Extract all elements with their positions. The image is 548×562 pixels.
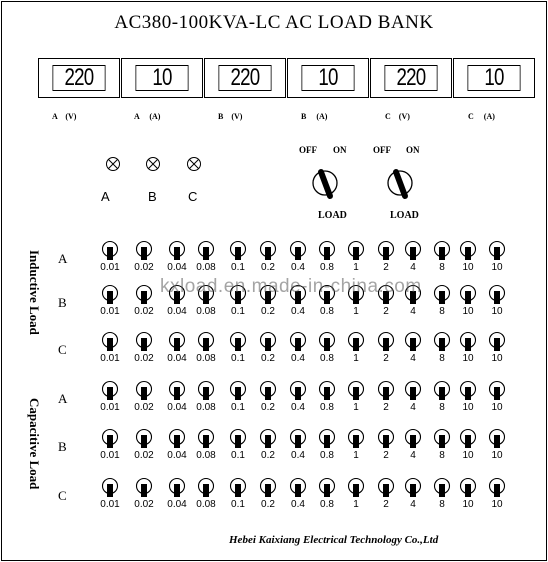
- toggle-value-label: 0.02: [134, 306, 154, 317]
- toggle-value-label: 1: [353, 353, 359, 364]
- toggle-switch[interactable]: [135, 380, 153, 402]
- toggle-value-label: 10: [462, 499, 474, 510]
- toggle-value-label: 0.4: [291, 306, 305, 317]
- toggle-switch[interactable]: [259, 428, 277, 450]
- toggle-switch[interactable]: [488, 477, 506, 499]
- toggle-value-label: 0.1: [231, 306, 245, 317]
- toggle-value-label: 0.08: [196, 499, 216, 510]
- toggle-switch[interactable]: [488, 240, 506, 262]
- switch-on-label: ON: [406, 145, 420, 155]
- toggle-value-label: 0.02: [134, 353, 154, 364]
- meter-c-voltage: [370, 58, 452, 98]
- toggle-value-label: 0.8: [320, 262, 334, 273]
- toggle-switch[interactable]: [433, 477, 451, 499]
- toggle-value-label: 0.08: [196, 353, 216, 364]
- toggle-switch[interactable]: [347, 477, 365, 499]
- meter-value: 10: [135, 65, 188, 91]
- toggle-value-label: 0.2: [261, 450, 275, 461]
- toggle-value-label: 2: [383, 499, 389, 510]
- toggle-value-label: 10: [462, 450, 474, 461]
- toggle-value-label: 0.1: [231, 450, 245, 461]
- load-switch-label: LOAD: [318, 210, 347, 221]
- toggle-value-label: 10: [491, 402, 503, 413]
- toggle-switch[interactable]: [135, 240, 153, 262]
- toggle-switch[interactable]: [168, 428, 186, 450]
- toggle-switch[interactable]: [197, 240, 215, 262]
- toggle-switch[interactable]: [135, 428, 153, 450]
- meter-value: 220: [218, 65, 271, 91]
- toggle-value-label: 0.02: [134, 262, 154, 273]
- toggle-switch[interactable]: [135, 284, 153, 306]
- indicator-lamp-b-icon: [145, 156, 161, 172]
- toggle-value-label: 10: [462, 262, 474, 273]
- toggle-switch[interactable]: [259, 240, 277, 262]
- meter-c-current: [453, 58, 535, 98]
- toggle-switch[interactable]: [229, 380, 247, 402]
- switch-off-label: OFF: [299, 145, 317, 155]
- toggle-value-label: 0.04: [167, 450, 187, 461]
- meter-label: A (A): [134, 112, 161, 121]
- phase-row-label: A: [58, 251, 68, 266]
- toggle-switch[interactable]: [229, 428, 247, 450]
- toggle-value-label: 0.02: [134, 450, 154, 461]
- toggle-value-label: 0.08: [196, 262, 216, 273]
- phase-row-label: A: [58, 391, 68, 406]
- toggle-switch[interactable]: [168, 331, 186, 353]
- toggle-switch[interactable]: [197, 477, 215, 499]
- toggle-value-label: 8: [439, 262, 445, 273]
- toggle-value-label: 0.01: [100, 402, 120, 413]
- toggle-value-label: 10: [491, 353, 503, 364]
- phase-row-label: C: [58, 488, 67, 503]
- toggle-switch[interactable]: [377, 240, 395, 262]
- toggle-switch[interactable]: [459, 240, 477, 262]
- toggle-value-label: 8: [439, 450, 445, 461]
- toggle-value-label: 1: [353, 499, 359, 510]
- toggle-switch[interactable]: [488, 284, 506, 306]
- toggle-switch[interactable]: [347, 331, 365, 353]
- toggle-switch[interactable]: [488, 380, 506, 402]
- toggle-switch[interactable]: [459, 477, 477, 499]
- toggle-value-label: 1: [353, 450, 359, 461]
- toggle-value-label: 0.01: [100, 262, 120, 273]
- toggle-switch[interactable]: [289, 331, 307, 353]
- toggle-value-label: 4: [410, 262, 416, 273]
- toggle-switch[interactable]: [377, 477, 395, 499]
- toggle-value-label: 0.1: [231, 353, 245, 364]
- toggle-switch[interactable]: [347, 240, 365, 262]
- toggle-value-label: 8: [439, 306, 445, 317]
- toggle-value-label: 0.01: [100, 499, 120, 510]
- toggle-value-label: 0.1: [231, 262, 245, 273]
- load-switch-1[interactable]: [311, 166, 339, 200]
- toggle-value-label: 0.2: [261, 353, 275, 364]
- toggle-switch[interactable]: [433, 331, 451, 353]
- toggle-switch[interactable]: [101, 331, 119, 353]
- toggle-value-label: 10: [491, 450, 503, 461]
- phase-row-label: C: [58, 342, 67, 357]
- toggle-switch[interactable]: [377, 331, 395, 353]
- toggle-value-label: 8: [439, 402, 445, 413]
- toggle-value-label: 4: [410, 450, 416, 461]
- toggle-value-label: 0.04: [167, 402, 187, 413]
- capacitive-load-label: Capacitive Load: [27, 398, 42, 490]
- toggle-switch[interactable]: [101, 380, 119, 402]
- meter-a-current: [121, 58, 203, 98]
- toggle-value-label: 2: [383, 262, 389, 273]
- toggle-switch[interactable]: [101, 477, 119, 499]
- toggle-value-label: 0.02: [134, 402, 154, 413]
- toggle-switch[interactable]: [259, 477, 277, 499]
- indicator-lamp-a-icon: [105, 156, 121, 172]
- toggle-switch[interactable]: [289, 477, 307, 499]
- toggle-switch[interactable]: [404, 477, 422, 499]
- meter-label: C (V): [385, 112, 410, 121]
- toggle-value-label: 4: [410, 499, 416, 510]
- toggle-value-label: 2: [383, 450, 389, 461]
- toggle-value-label: 0.8: [320, 306, 334, 317]
- toggle-switch[interactable]: [347, 380, 365, 402]
- load-switch-label: LOAD: [390, 210, 419, 221]
- toggle-value-label: 0.4: [291, 450, 305, 461]
- toggle-value-label: 0.1: [231, 499, 245, 510]
- meter-label: C (A): [468, 112, 495, 121]
- toggle-value-label: 0.04: [167, 262, 187, 273]
- lamp-label: A: [101, 189, 110, 204]
- toggle-value-label: 0.04: [167, 499, 187, 510]
- toggle-switch[interactable]: [101, 240, 119, 262]
- load-switch-2[interactable]: [386, 166, 414, 200]
- meter-b-current: [287, 58, 369, 98]
- toggle-switch[interactable]: [488, 331, 506, 353]
- toggle-switch[interactable]: [433, 240, 451, 262]
- toggle-value-label: 0.01: [100, 450, 120, 461]
- toggle-switch[interactable]: [459, 284, 477, 306]
- toggle-switch[interactable]: [433, 428, 451, 450]
- toggle-value-label: 10: [491, 262, 503, 273]
- toggle-switch[interactable]: [433, 380, 451, 402]
- toggle-value-label: 0.2: [261, 262, 275, 273]
- toggle-switch[interactable]: [168, 240, 186, 262]
- toggle-value-label: 0.01: [100, 306, 120, 317]
- toggle-switch[interactable]: [347, 428, 365, 450]
- toggle-value-label: 0.2: [261, 499, 275, 510]
- toggle-switch[interactable]: [404, 428, 422, 450]
- phase-row-label: B: [58, 295, 67, 310]
- toggle-switch[interactable]: [289, 240, 307, 262]
- toggle-value-label: 10: [462, 402, 474, 413]
- toggle-switch[interactable]: [289, 428, 307, 450]
- toggle-value-label: 8: [439, 353, 445, 364]
- meter-label: B (A): [301, 112, 328, 121]
- toggle-switch[interactable]: [229, 331, 247, 353]
- toggle-value-label: 0.08: [196, 402, 216, 413]
- meter-value: 10: [467, 65, 520, 91]
- toggle-value-label: 0.8: [320, 499, 334, 510]
- meter-value: 220: [52, 65, 105, 91]
- toggle-value-label: 1: [353, 306, 359, 317]
- toggle-value-label: 4: [410, 402, 416, 413]
- toggle-value-label: 2: [383, 402, 389, 413]
- toggle-value-label: 0.2: [261, 402, 275, 413]
- toggle-value-label: 0.8: [320, 353, 334, 364]
- switch-on-label: ON: [333, 145, 347, 155]
- meter-value: 10: [301, 65, 354, 91]
- toggle-switch[interactable]: [377, 380, 395, 402]
- toggle-value-label: 10: [462, 353, 474, 364]
- toggle-switch[interactable]: [135, 331, 153, 353]
- toggle-value-label: 0.4: [291, 499, 305, 510]
- watermark: kxload.en.made-in-china.com: [160, 276, 422, 297]
- toggle-switch[interactable]: [318, 477, 336, 499]
- toggle-value-label: 0.4: [291, 402, 305, 413]
- lamp-label: C: [188, 189, 198, 204]
- toggle-switch[interactable]: [229, 240, 247, 262]
- toggle-value-label: 0.2: [261, 306, 275, 317]
- toggle-value-label: 10: [491, 499, 503, 510]
- toggle-switch[interactable]: [318, 428, 336, 450]
- meter-label: B (V): [218, 112, 243, 121]
- toggle-value-label: 0.01: [100, 353, 120, 364]
- toggle-switch[interactable]: [168, 380, 186, 402]
- toggle-value-label: 4: [410, 306, 416, 317]
- toggle-switch[interactable]: [168, 477, 186, 499]
- toggle-value-label: 1: [353, 402, 359, 413]
- toggle-switch[interactable]: [197, 380, 215, 402]
- toggle-switch[interactable]: [318, 331, 336, 353]
- toggle-switch[interactable]: [135, 477, 153, 499]
- toggle-switch[interactable]: [229, 477, 247, 499]
- toggle-value-label: 0.04: [167, 306, 187, 317]
- toggle-value-label: 0.4: [291, 262, 305, 273]
- toggle-value-label: 0.4: [291, 353, 305, 364]
- toggle-switch[interactable]: [459, 380, 477, 402]
- toggle-value-label: 0.04: [167, 353, 187, 364]
- meter-value: 220: [384, 65, 437, 91]
- panel-title: AC380-100KVA-LC AC LOAD BANK: [114, 12, 434, 33]
- inductive-load-label: Inductive Load: [27, 250, 42, 335]
- toggle-value-label: 4: [410, 353, 416, 364]
- meter-label: A (V): [52, 112, 77, 121]
- indicator-lamp-c-icon: [186, 156, 202, 172]
- toggle-value-label: 0.8: [320, 402, 334, 413]
- toggle-switch[interactable]: [259, 380, 277, 402]
- switch-off-label: OFF: [373, 145, 391, 155]
- toggle-switch[interactable]: [101, 284, 119, 306]
- lamp-label: B: [148, 189, 157, 204]
- toggle-switch[interactable]: [318, 380, 336, 402]
- toggle-value-label: 1: [353, 262, 359, 273]
- toggle-value-label: 0.1: [231, 402, 245, 413]
- toggle-value-label: 10: [491, 306, 503, 317]
- toggle-switch[interactable]: [433, 284, 451, 306]
- toggle-switch[interactable]: [404, 380, 422, 402]
- toggle-value-label: 0.02: [134, 499, 154, 510]
- toggle-value-label: 8: [439, 499, 445, 510]
- toggle-switch[interactable]: [459, 331, 477, 353]
- company-name: Hebei Kaixiang Electrical Technology Co.,Ltd: [229, 534, 439, 546]
- meter-a-voltage: [38, 58, 120, 98]
- toggle-value-label: 0.08: [196, 450, 216, 461]
- toggle-switch[interactable]: [404, 331, 422, 353]
- toggle-value-label: 2: [383, 306, 389, 317]
- toggle-value-label: 0.08: [196, 306, 216, 317]
- toggle-switch[interactable]: [459, 428, 477, 450]
- toggle-switch[interactable]: [289, 380, 307, 402]
- toggle-switch[interactable]: [404, 240, 422, 262]
- toggle-value-label: 10: [462, 306, 474, 317]
- meter-b-voltage: [204, 58, 286, 98]
- toggle-switch[interactable]: [318, 240, 336, 262]
- toggle-switch[interactable]: [197, 428, 215, 450]
- toggle-switch[interactable]: [488, 428, 506, 450]
- toggle-value-label: 2: [383, 353, 389, 364]
- toggle-switch[interactable]: [197, 331, 215, 353]
- toggle-switch[interactable]: [259, 331, 277, 353]
- phase-row-label: B: [58, 439, 67, 454]
- toggle-switch[interactable]: [377, 428, 395, 450]
- toggle-switch[interactable]: [101, 428, 119, 450]
- toggle-value-label: 0.8: [320, 450, 334, 461]
